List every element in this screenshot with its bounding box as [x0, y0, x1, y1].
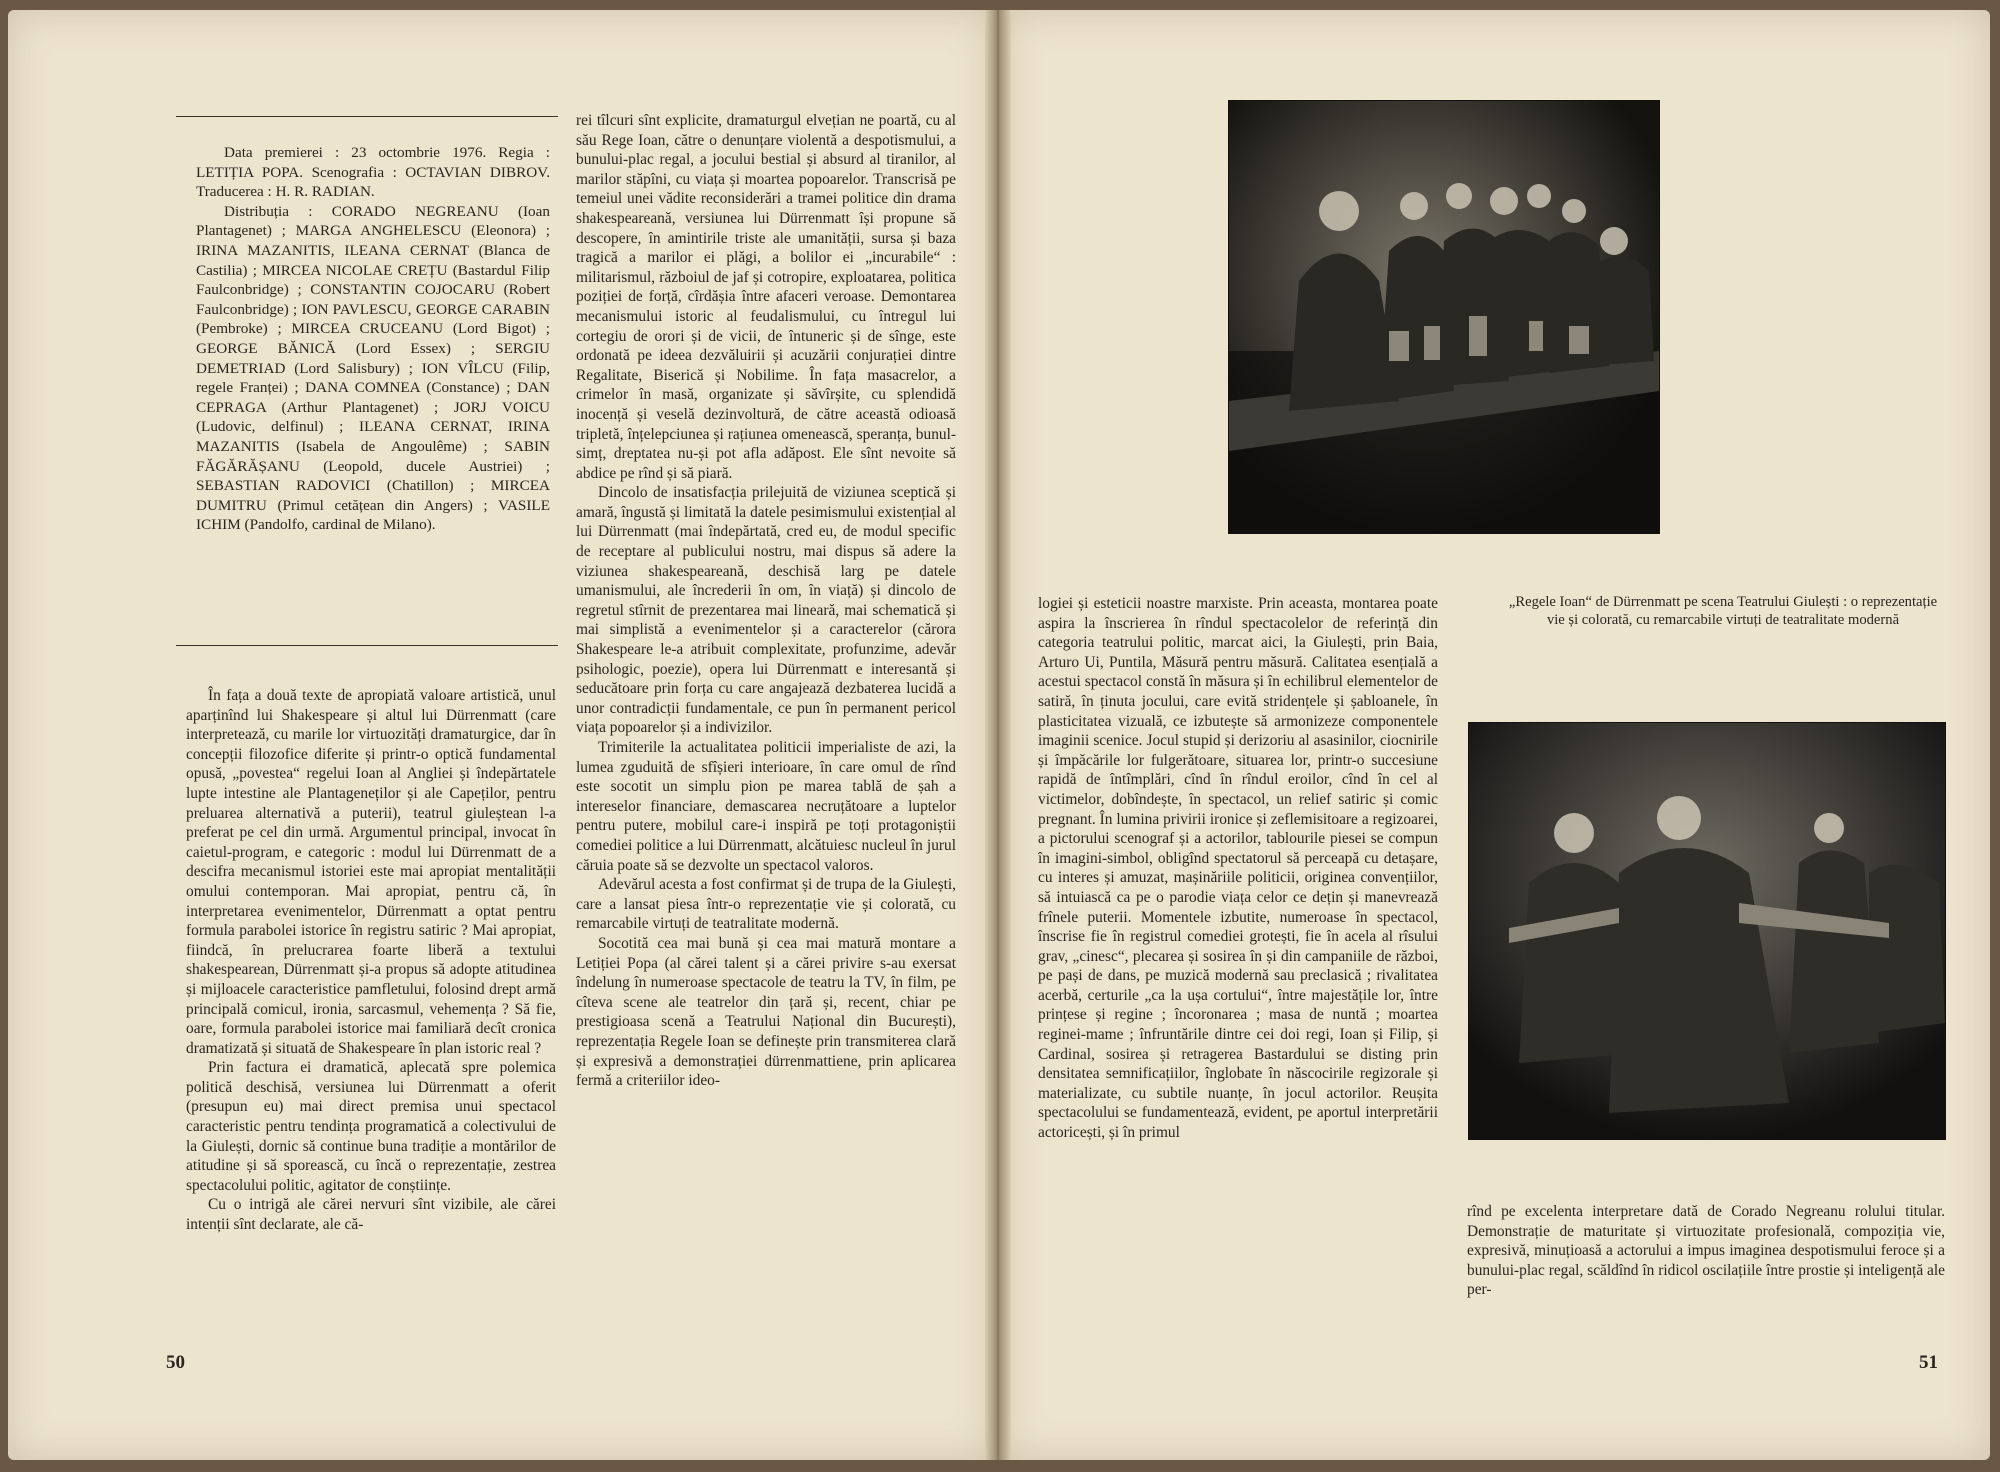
paragraph: logiei și esteticii noastre marxiste. Prin aceasta, montarea poate aspira la înscrierea în rîndul spectacolelor de referință din categoria teatrului politic, marcat aici, la Giulești, prin Baia, Arturo Ui, Puntila, Măsură pentru măsură. Calitatea esențială a acestui spectacol constă în măsura și în echilibrul elementelor de satiră, în ținuta jocului, care evită stridențele și șabloanele, în plasticitatea vizuală, ce izbutește să armonizeze componentele imaginii scenice. Jocul stupid și derizoriu al asasinilor, ciocnirile și împăcările lor fulgerătoare, situarea lor, printr-o succesiune rapidă de întîmplări, cînd în rîndul eroilor, cînd în cel al victimelor, dobîndește, în spectacol, un relief satiric și comic pregnant. În lumina privirii ironice și zeflemisitoare a regizoarei, a pictorului scenograf și a actorilor, tablourile piesei se compun în imagini-simbol, obligînd spectatorul să perceapă cu detașare, cu interes și amuzat, mașinăriile politicii, originea convențiilor, să intuiască ca pe o parodie viața celor ce dețin și manevrează frînele puterii. Momentele izbutite, numeroase în spectacol, înscrise fie în registrul comediei grotești, fie în acela al rîsului grav, „cinesc“, plecarea și sosirea în și din campaniile de război, pe pași de dans, pe muzică modernă sau preclasică ; rivalitatea acerbă, certurile „ca la ușa cortului“, între majestățile lor, între prințese și regine ; încoronarea ; masa de nuntă ; moartea reginei-mame ; înfruntările dintre cei doi regi, Ioan și Filip, și Cardinal, sosirea și retragerea Bastardului se disting prin densitatea semnificațiilor, înglobate în născocirile regizorale și materializate, cu subtile nuanțe, în jocul actorilor. Reușita spectacolului se fundamentează, evident, pe aportul interpretării actoricești, și în primul [1038, 595, 1438, 1142]
paragraph: rei tîlcuri sînt explicite, dramaturgul elvețian ne poartă, cu al său Rege Ioan, către o denunțare violentă a despotismului, a bunului-plac regal, a jocului bestial și absurd al tiranilor, al marilor stăpîni, cu viața și moartea popoarelor. Transcrisă pe temeiul unei vădite reconsiderări a tramei politice din drama shakespeareană, versiunea lui Dürrenmatt își propune să descopere, în amintirile triste ale umanității, sursa și baza tragică a marilor ei plăgi, a bolilor ei „incurabile“ : militarismul, războiul de jaf și cotropire, exploatarea, politica poziției de forță, cîrdășia între afaceri veroase. Demontarea mecanismului istoric al feudalismului, cu întregul lui cortegiu de orori și de vicii, de întuneric și de sînge, este ordonată pe ideea dezvăluirii și acuzării conjurației dintre Regalitate, Biserică și Nobilime. În fața masacrelor, a crimelor în masă, organizate și săvîrșite, cu splendidă inocență și veselă dezinvoltură, de către această odioasă tripletă, înțelepciunea și rațiunea omenească, speranța, bunul-simț, dreptatea nu-și pot afla adăpost. Ele sînt nevoite să abdice pe rînd și să piară. [576, 112, 956, 482]
stage-photo-banquet [1228, 100, 1660, 534]
paragraph: rînd pe excelenta interpretare dată de Corado Negreanu rolului titular. Demonstrație de maturitate și virtuozitate profesională, compoziția vie, expresivă, minuțioasă a actorului a impus imaginea despotismului feroce și a bunului-plac regal, scăldînd în ridicol oscilațiile între prostie și inteligență ale per- [1467, 1203, 1945, 1299]
book-gutter [985, 10, 1011, 1460]
paragraph: În fața a două texte de apropiată valoare artistică, unul aparținînd lui Shakespeare și altul lui Dürrenmatt (care interpretează, cu marile lor virtuozități dramaturgice, dar în concepții filozofice diferite și printr-o optică fundamental opusă, „povestea“ regelui Ioan al Angliei și îndepărtatele lupte intestine ale Plantageneților și ale Capeților, pentru preluarea alternativă a puterii), teatrul giuleștean l-a preferat pe cel din urmă. Argumentul principal, invocat în caietul-program, e categoric : modul lui Dürrenmatt de a descifra mecanismul istoriei este mai apropiat mentalității omului contemporan. Mai apropiat, pentru că, în interpretarea evenimentelor, Dürrenmatt a optat pentru formula parabolei istorice în registru satiric ? Mai apropiat, fiindcă, în prelucrarea foarte liberă a textului shakespearean, Dürrenmatt și-a propus să adopte atitudinea și mijloacele caracteristice pamfletului, folosind drept armă principală comicul, ironia, sarcasmul, vehemența ? Să fie, oare, formula parabolei istorice mai familiară decît cronica dramatizată și situată de Shakespeare în plan istoric real ? [186, 687, 556, 1057]
right-page [1003, 10, 1990, 1460]
left-column-1 [186, 686, 556, 1366]
paragraph: Prin factura ei dramatică, aplecată spre polemica politică deschisă, versiunea lui Dürrenmatt a oferit (presupun eu) mai direct premisa unui spectacol caracteristic pentru tendința programatică a colectivului de la Giulești, dornic să continue buna tradiție a montărilor de atitudine și să sporească, cu încă o reprezentație, zestrea spectacolului politic, agitator de conștiințe. [186, 1059, 556, 1194]
paragraph: Dincolo de insatisfacția prilejuită de viziunea sceptică și amară, îngustă și limitată la datele pesimismului existențial al lui Dürrenmatt (mai îndepărtată, cred eu, de modul specific de receptare al publicului nostru, mai dispus să adere la viziunea shakespeareană, deschisă larg pe datele umanismului, ale încrederii în om, în viață) și dincolo de regretul stîrnit de prezentarea mai lineară, mai schematică și mai simplistă a evenimentelor și a caracterelor (cărora Shakespeare le-a atribuit complexitate, profunzime, adevăr psihologic, poezie), opera lui Dürrenmatt e interesantă și seducătoare prin forța cu care angajează dezbaterea lucidă a unor contradicții fundamentale, ce pun în permanent pericol viața popoarelor și a indivizilor. [576, 484, 956, 737]
paragraph: Socotită cea mai bună și cea mai matură montare a Letiției Popa (al cărei talent și a cărei privire s-au exersat îndelung în numeroase spectacole de teatru la TV, în film, pe cîteva scene ale teatrelor din țară și, recent, chiar pe prestigioasa scenă a Teatrului Național din București), reprezentația Regele Ioan se definește prin transmiterea clară și expresivă a demonstrației dürrenmattiene, prin aplicarea fermă a criteriilor ideo- [576, 934, 956, 1090]
page-number-right: 51 [1919, 1352, 1938, 1373]
page-number-left: 50 [166, 1352, 185, 1373]
left-page [8, 10, 993, 1460]
right-column-1 [1038, 594, 1438, 1346]
stage-photo-king-ioan [1468, 722, 1946, 1140]
paragraph: Trimiterile la actualitatea politicii imperialiste de azi, la lumea zguduită de sfîșieri interioare, în care omul de rînd este socotit un simplu pion pe marea tablă de șah a intereselor financiare, demascarea necruțătoare a luptelor pentru putere, mobilul care-i inspiră pe toți protagoniștii comediei politice a lui Dürrenmatt, alcătuiesc nucleul în jurul căruia poate să se dezvolte un spectacol valoros. [576, 739, 956, 874]
production-credits-box [176, 116, 558, 646]
credits-premiere: Data premierei : 23 octombrie 1976. Regia : LETIȚIA POPA. Scenografia : OCTAVIAN DIBROV. Traducerea : H. R. RADIAN. [196, 144, 550, 201]
credits-cast: Distribuția : CORADO NEGREANU (Ioan Plantagenet) ; MARGA ANGHELESCU (Eleonora) ; IRINA MAZANITIS, ILEANA CERNAT (Blanca de Castilia) ; MIRCEA NICOLAE CREȚU (Bastardul Filip Faulconbridge) ; CONSTANTIN COJOCARU (Robert Faulconbridge) ; ION PAVLESCU, GEORGE CARABIN (Pembroke) ; MIRCEA CRUCEANU (Lord Bigot) ; GEORGE BĂNICĂ (Lord Essex) ; SERGIU DEMETRIAD (Lord Salisbury) ; ION VÎLCU (Filip, regele Franței) ; DANA COMNEA (Constance) ; DAN CEPRAGA (Arthur Plantagenet) ; JORJ VOICU (Ludovic, delfinul) ; ILEANA CERNAT, IRINA MAZANITIS (Isabela de Angoulême) ; SABIN FĂGĂRĂȘANU (Leopold, ducele Austriei) ; SEBASTIAN RADOVICI (Chatillon) ; MIRCEA DUMITRU (Primul cetățean din Angers) ; VASILE ICHIM (Pandolfo, cardinal de Milano). [196, 202, 550, 534]
paragraph: Cu o intrigă ale cărei nervuri sînt vizibile, ale cărei intenții sînt declarate, ale că- [186, 1196, 556, 1234]
paragraph: Adevărul acesta a fost confirmat și de trupa de la Giulești, care a lansat piesa într-o reprezentație vie și colorată, cu remarcabile virtuți de teatralitate modernă. [576, 876, 956, 933]
left-column-2 [576, 111, 956, 1366]
photo-caption: „Regele Ioan“ de Dürrenmatt pe scena Teatrului Giulești : o reprezentație vie și colorată, cu remarcabile virtuți de teatralitate modernă [1508, 594, 1938, 628]
right-column-2 [1467, 1202, 1945, 1342]
